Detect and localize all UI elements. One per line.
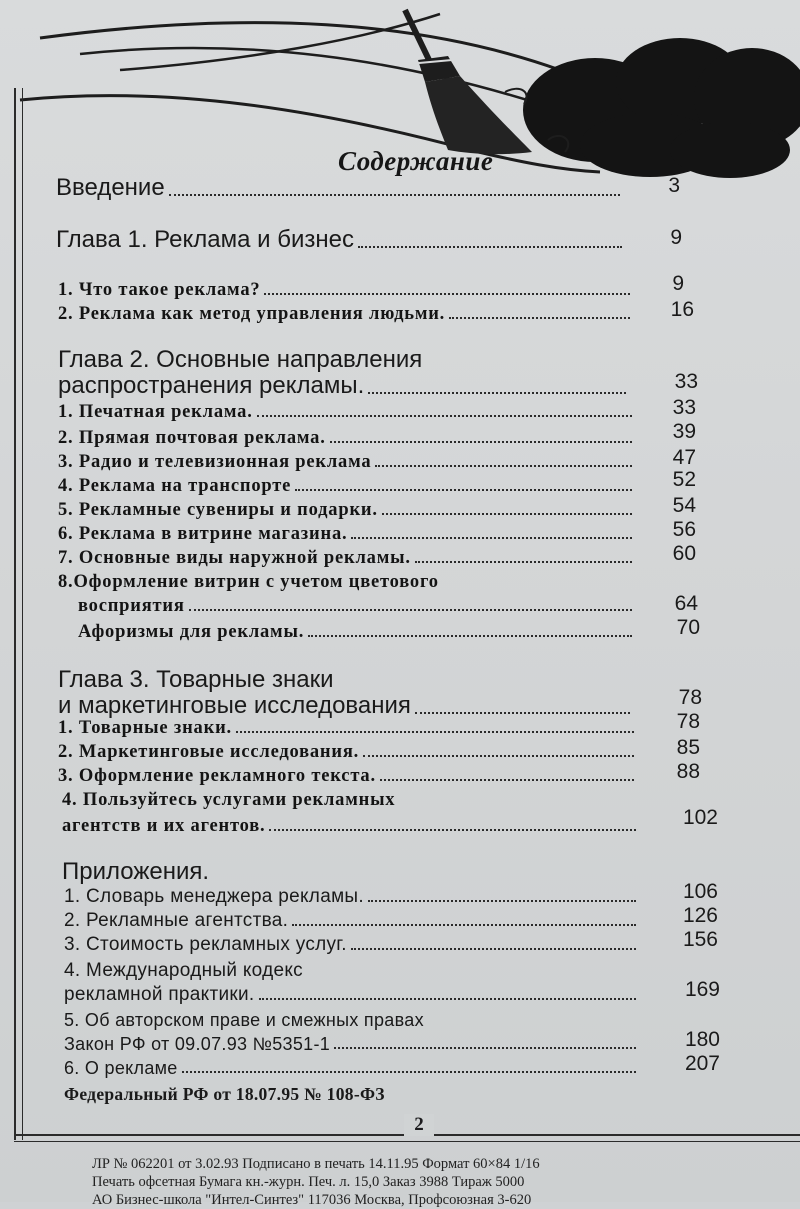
toc-chapter-2 xyxy=(58,372,632,400)
entry-label: 2. Рекламные агентства. xyxy=(64,910,289,931)
toc-entry xyxy=(64,1058,642,1079)
toc-entry xyxy=(58,524,638,545)
toc-entry xyxy=(78,596,638,617)
entry-page: 3 xyxy=(668,174,680,197)
toc-entry xyxy=(58,428,638,449)
entry-page: 64 xyxy=(674,592,698,615)
toc-entry xyxy=(58,452,638,473)
toc-entry xyxy=(58,548,638,569)
chapter-3-title-line1: Глава 3. Товарные знаки xyxy=(58,666,334,693)
entry-page: 207 xyxy=(684,1052,720,1075)
leader-dots xyxy=(415,711,630,714)
entry-page: 56 xyxy=(672,518,696,541)
entry-label: 7. Основные виды наружной рекламы. xyxy=(58,548,411,568)
leader-dots xyxy=(449,316,630,319)
leader-dots xyxy=(259,997,637,1000)
entry-page: 88 xyxy=(676,760,700,783)
toc-entry xyxy=(64,910,642,932)
leader-dots xyxy=(182,1070,636,1073)
chapter-2-title-line1: Глава 2. Основные направления xyxy=(58,346,423,373)
appendix-item-5-line1: 5. Об авторском праве и смежных правах xyxy=(64,1010,424,1030)
entry-label: 1. Товарные знаки. xyxy=(58,718,232,738)
leader-dots xyxy=(257,414,632,417)
entry-page: 70 xyxy=(676,616,700,639)
leader-dots xyxy=(351,947,636,950)
entry-label: Закон РФ от 09.07.93 №5351-1 xyxy=(64,1034,331,1054)
leader-dots xyxy=(169,193,620,196)
entry-page: 33 xyxy=(672,396,696,419)
leader-dots xyxy=(358,245,622,248)
toc-entry xyxy=(58,402,638,423)
toc-chapter-3 xyxy=(58,692,636,720)
imprint-line-2: Печать офсетная Бумага кн.-журн. Печ. л. 15,0 Заказ 3988 Тираж 5000 xyxy=(92,1174,525,1190)
entry-page: 106 xyxy=(682,880,718,903)
entry-page: 85 xyxy=(676,736,700,759)
leader-dots xyxy=(368,899,636,902)
entry-label: 1. Что такое реклама? xyxy=(58,280,261,300)
entry-page: 52 xyxy=(672,468,696,491)
entry-label: Афоризмы для рекламы. xyxy=(78,622,305,642)
entry-page: 102 xyxy=(682,806,718,829)
entry-label: 5. Рекламные сувениры и подарки. xyxy=(58,500,378,520)
leader-dots xyxy=(375,464,632,467)
chapter-title: Глава 1. Реклама и бизнес xyxy=(56,226,354,253)
leader-dots xyxy=(351,536,632,539)
toc-entry xyxy=(62,816,642,837)
entry-label: 4. Реклама на транспорте xyxy=(58,476,292,496)
foliage-shape xyxy=(523,38,800,178)
entry-label: восприятия xyxy=(78,596,185,616)
entry-page: 54 xyxy=(672,494,696,517)
entry-label: Введение xyxy=(56,174,165,201)
toc-entry xyxy=(58,742,640,763)
entry-label: агентств и их агентов. xyxy=(62,816,266,836)
imprint-line-1: ЛР № 062201 от 3.02.93 Подписано в печать 14.11.95 Формат 60×84 1/16 xyxy=(92,1156,540,1172)
chapter-page: 33 xyxy=(674,370,698,393)
leader-dots xyxy=(189,608,632,611)
toc-entry xyxy=(64,934,642,956)
entry-label: рекламной практики. xyxy=(64,984,255,1005)
entry-label: 3. Стоимость рекламных услуг. xyxy=(64,934,347,955)
leader-dots xyxy=(415,560,632,563)
toc-entry xyxy=(64,886,642,908)
toc-entry xyxy=(58,718,640,739)
section-4-line1: 4. Пользуйтесь услугами рекламных xyxy=(62,790,396,810)
page-number: 2 xyxy=(404,1114,434,1136)
appendix-item-4-line1: 4. Международный кодекс xyxy=(64,960,303,981)
chapter-page: 78 xyxy=(678,686,702,709)
leader-dots xyxy=(380,778,634,781)
left-border xyxy=(14,88,23,1140)
entry-label: 2. Прямая почтовая реклама. xyxy=(58,428,326,448)
entry-label: 3. Радио и телевизионная реклама xyxy=(58,452,372,472)
toc-chapter-1 xyxy=(56,226,628,254)
entry-page: 9 xyxy=(672,272,684,295)
entry-page: 169 xyxy=(684,978,720,1001)
entry-label: 6. Реклама в витрине магазина. xyxy=(58,524,348,544)
chapter-page: 9 xyxy=(670,226,682,249)
leader-dots xyxy=(295,488,632,491)
toc-title: Содержание xyxy=(338,146,494,176)
entry-label: 3. Оформление рекламного текста. xyxy=(58,766,376,786)
leader-dots xyxy=(292,923,636,926)
chapter-title: и маркетинговые исследования xyxy=(58,692,411,719)
leader-dots xyxy=(269,828,636,831)
entry-label: 2. Реклама как метод управления людьми. xyxy=(58,304,446,324)
entry-page: 60 xyxy=(672,542,696,565)
toc-entry xyxy=(64,1034,642,1055)
toc-entry xyxy=(58,766,640,787)
toc-entry xyxy=(58,476,638,497)
entry-page: 180 xyxy=(684,1028,720,1051)
entry-page: 78 xyxy=(676,710,700,733)
appendix-title: Приложения. xyxy=(62,858,210,885)
leader-dots xyxy=(308,634,632,637)
entry-page: 16 xyxy=(670,298,694,321)
toc-entry xyxy=(58,280,636,301)
entry-label: 1. Словарь менеджера рекламы. xyxy=(64,886,364,907)
entry-page: 47 xyxy=(672,446,696,469)
entry-label: 1. Печатная реклама. xyxy=(58,402,253,422)
leader-dots xyxy=(363,754,634,757)
chapter-title: распространения рекламы. xyxy=(58,372,365,399)
entry-label: 2. Маркетинговые исследования. xyxy=(58,742,360,762)
leader-dots xyxy=(334,1046,636,1049)
leader-dots xyxy=(330,440,632,443)
leader-dots xyxy=(264,292,630,295)
leader-dots xyxy=(368,391,626,394)
imprint-line-3: АО Бизнес-школа "Интел-Синтез" 117036 Москва, Профсоюзная 3-620 xyxy=(92,1192,532,1208)
leader-dots xyxy=(236,730,634,733)
toc-entry-intro xyxy=(56,174,626,202)
entry-page: 126 xyxy=(682,904,718,927)
entry-page: 156 xyxy=(682,928,718,951)
section-8-line1: 8.Оформление витрин с учетом цветового xyxy=(58,572,439,592)
toc-entry-aphorisms xyxy=(78,622,638,643)
toc-entry xyxy=(58,304,636,325)
entry-label: 6. О рекламе xyxy=(64,1058,178,1078)
toc-entry xyxy=(64,984,642,1006)
leader-dots xyxy=(382,512,632,515)
appendix-item-6-line2: Федеральный РФ от 18.07.95 № 108-ФЗ xyxy=(64,1084,385,1104)
broom-icon xyxy=(405,10,532,154)
entry-page: 39 xyxy=(672,420,696,443)
toc-entry xyxy=(58,500,638,521)
